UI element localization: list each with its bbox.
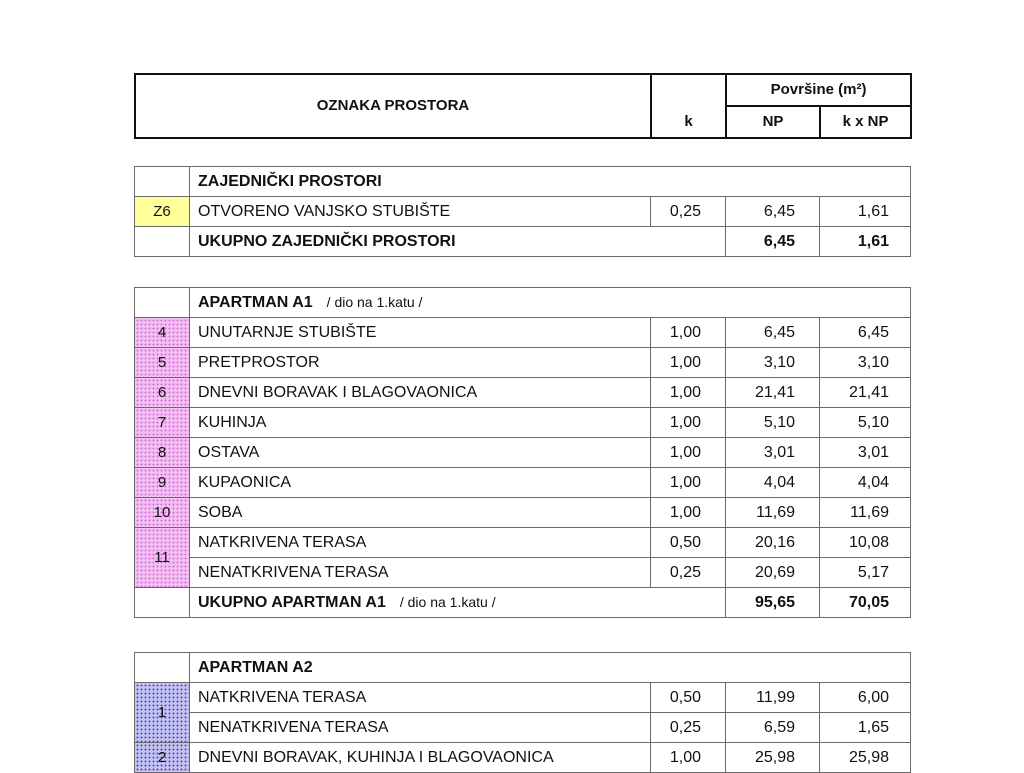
room-k: 0,50 (651, 528, 726, 558)
room-name: KUPAONICA (190, 468, 651, 498)
table-row (135, 348, 911, 378)
room-name: DNEVNI BORAVAK I BLAGOVAONICA (190, 378, 651, 408)
section-heading: ZAJEDNIČKI PROSTORI (190, 167, 911, 197)
room-name: KUHINJA (190, 408, 651, 438)
table-row (135, 743, 911, 773)
room-k: 0,50 (651, 683, 726, 713)
room-np: 20,69 (726, 558, 820, 588)
total-knp: 1,61 (820, 227, 911, 257)
room-np: 3,01 (726, 438, 820, 468)
total-row (135, 588, 911, 618)
room-np: 21,41 (726, 378, 820, 408)
room-name: SOBA (190, 498, 651, 528)
room-k: 1,00 (651, 408, 726, 438)
section-heading (190, 288, 911, 318)
room-code: 5 (135, 348, 190, 378)
table-row (135, 438, 911, 468)
total-np: 95,65 (726, 588, 820, 618)
room-k: 1,00 (651, 348, 726, 378)
table-row (135, 528, 911, 558)
table-row (135, 408, 911, 438)
room-np: 6,59 (726, 713, 820, 743)
room-name: DNEVNI BORAVAK, KUHINJA I BLAGOVAONICA (190, 743, 651, 773)
table-row (135, 468, 911, 498)
room-knp: 10,08 (820, 528, 911, 558)
room-np: 6,45 (726, 318, 820, 348)
total-np: 6,45 (726, 227, 820, 257)
room-code: 7 (135, 408, 190, 438)
table-row (135, 713, 911, 743)
room-knp: 3,01 (820, 438, 911, 468)
room-np: 25,98 (726, 743, 820, 773)
room-name: OTVORENO VANJSKO STUBIŠTE (190, 197, 651, 227)
room-knp: 3,10 (820, 348, 911, 378)
room-name: NATKRIVENA TERASA (190, 683, 651, 713)
room-knp: 11,69 (820, 498, 911, 528)
total-knp: 70,05 (820, 588, 911, 618)
room-k: 1,00 (651, 743, 726, 773)
room-k: 0,25 (651, 713, 726, 743)
room-code: 11 (135, 528, 190, 588)
room-knp: 21,41 (820, 378, 911, 408)
table-row (135, 318, 911, 348)
room-np: 20,16 (726, 528, 820, 558)
room-code: 1 (135, 683, 190, 743)
room-code: 4 (135, 318, 190, 348)
room-knp: 5,10 (820, 408, 911, 438)
room-np: 5,10 (726, 408, 820, 438)
header-title: OZNAKA PROSTORA (135, 74, 651, 138)
total-label-title: UKUPNO APARTMAN A1 (198, 594, 386, 611)
room-knp: 5,17 (820, 558, 911, 588)
room-name: OSTAVA (190, 438, 651, 468)
room-k: 1,00 (651, 438, 726, 468)
section-heading-row (135, 653, 911, 683)
room-np: 6,45 (726, 197, 820, 227)
room-name: PRETPROSTOR (190, 348, 651, 378)
table-row (135, 498, 911, 528)
header-knp: k x NP (820, 106, 911, 138)
room-knp: 1,61 (820, 197, 911, 227)
room-code: Z6 (135, 197, 190, 227)
room-np: 11,69 (726, 498, 820, 528)
room-k: 1,00 (651, 378, 726, 408)
section-heading-note: / dio na 1.katu / (326, 294, 423, 310)
table-row (135, 378, 911, 408)
room-name: NENATKRIVENA TERASA (190, 558, 651, 588)
header-table (134, 73, 912, 139)
room-k: 1,00 (651, 318, 726, 348)
apartman-a1-table (134, 287, 911, 618)
room-knp: 1,65 (820, 713, 911, 743)
room-name: UNUTARNJE STUBIŠTE (190, 318, 651, 348)
room-code: 2 (135, 743, 190, 773)
room-k: 1,00 (651, 468, 726, 498)
room-knp: 6,45 (820, 318, 911, 348)
apartman-a2-table (134, 652, 911, 773)
section-heading-row (135, 288, 911, 318)
header-k: k (651, 74, 726, 138)
room-k: 0,25 (651, 197, 726, 227)
room-code: 9 (135, 468, 190, 498)
room-knp: 25,98 (820, 743, 911, 773)
room-np: 11,99 (726, 683, 820, 713)
total-label (190, 588, 726, 618)
room-code: 6 (135, 378, 190, 408)
room-name: NENATKRIVENA TERASA (190, 713, 651, 743)
zajednicki-table (134, 166, 911, 257)
total-label-note: / dio na 1.katu / (399, 594, 496, 610)
section-heading: APARTMAN A2 (190, 653, 911, 683)
total-label: UKUPNO ZAJEDNIČKI PROSTORI (190, 227, 726, 257)
room-k: 0,25 (651, 558, 726, 588)
room-knp: 6,00 (820, 683, 911, 713)
room-name: NATKRIVENA TERASA (190, 528, 651, 558)
room-code: 8 (135, 438, 190, 468)
header-areas: Površine (m²) (726, 74, 911, 106)
room-np: 3,10 (726, 348, 820, 378)
section-heading-row (135, 167, 911, 197)
room-np: 4,04 (726, 468, 820, 498)
total-row (135, 227, 911, 257)
table-row (135, 558, 911, 588)
header-np: NP (726, 106, 820, 138)
section-heading-title: APARTMAN A1 (198, 294, 313, 311)
room-code: 10 (135, 498, 190, 528)
table-row (135, 197, 911, 227)
room-k: 1,00 (651, 498, 726, 528)
table-row (135, 683, 911, 713)
room-knp: 4,04 (820, 468, 911, 498)
